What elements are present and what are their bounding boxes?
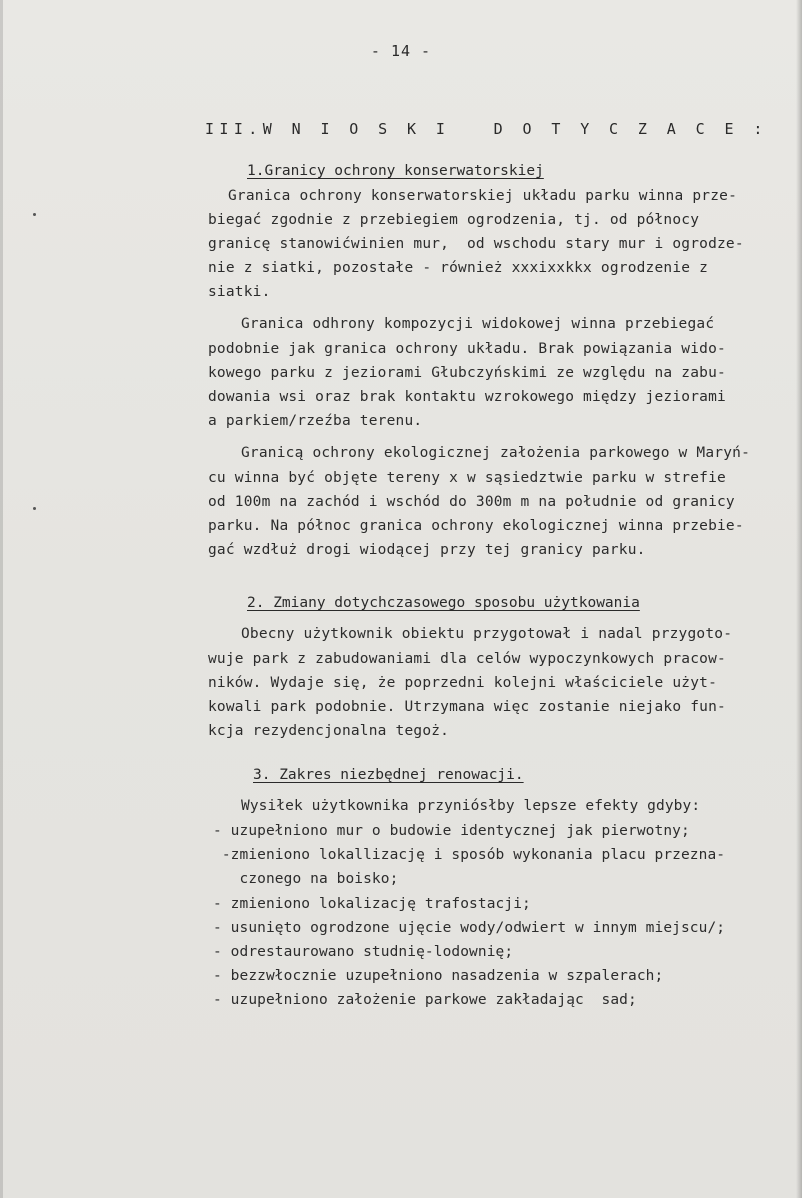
list-item: - bezzwłocznie uzupełniono nasadzenia w szpalerach; bbox=[213, 968, 664, 984]
paragraph-line: od 100m na zachód i wschód do 300m m na południe od granicy bbox=[208, 494, 735, 510]
paragraph-line: cu winna być objęte tereny x w sąsiedztwie parku w strefie bbox=[208, 470, 726, 486]
paragraph-line: Obecny użytkownik obiektu przygotował i nadal przygoto- bbox=[241, 626, 733, 642]
paragraph-line: biegać zgodnie z przebiegiem ogrodzenia, tj. od północy bbox=[208, 212, 700, 228]
paragraph-line: Granica odhrony kompozycji widokowej winna przebiegać bbox=[241, 316, 715, 332]
list-intro: Wysiłek użytkownika przyniósłby lepsze efekty gdyby: bbox=[241, 798, 701, 814]
paragraph-line: dowania wsi oraz brak kontaktu wzrokowego między jeziorami bbox=[208, 389, 726, 405]
paragraph-line: kcja rezydencjonalna tegoż. bbox=[208, 723, 450, 739]
paragraph-line: siatki. bbox=[208, 284, 271, 300]
heading-zmiany-sposobu: 2. Zmiany dotychczasowego sposobu użytkowania bbox=[247, 595, 640, 611]
heading-zakres-renowacji: 3. Zakres niezbędnej renowacji. bbox=[253, 767, 524, 783]
margin-mark bbox=[33, 213, 36, 216]
page-left-edge bbox=[0, 0, 3, 1198]
list-item: - uzupełniono mur o budowie identycznej jak pierwotny; bbox=[213, 823, 690, 839]
list-item: -zmieniono lokallizację i sposób wykonania placu przezna- bbox=[213, 847, 726, 863]
paragraph-line: a parkiem/rzeźba terenu. bbox=[208, 413, 423, 429]
paragraph-line: Granicą ochrony ekologicznej założenia parkowego w Maryń- bbox=[241, 445, 750, 461]
paragraph-line: Granica ochrony konserwatorskiej układu parku winna prze- bbox=[228, 188, 737, 204]
heading-granicy-ochrony: 1.Granicy ochrony konserwatorskiej bbox=[247, 163, 544, 179]
paragraph-line: kowego parku z jeziorami Głubczyńskimi ze względu na zabu- bbox=[208, 365, 726, 381]
paragraph-line: gać wzdłuż drogi wiodącej przy tej granicy parku. bbox=[208, 542, 646, 558]
paragraph-line: granicę stanowićwinien mur, od wschodu stary mur i ogrodze- bbox=[208, 236, 744, 252]
page-right-edge bbox=[796, 0, 802, 1198]
list-item: - odrestaurowano studnię-lodownię; bbox=[213, 944, 514, 960]
list-item: - zmieniono lokalizację trafostacji; bbox=[213, 896, 531, 912]
paragraph-line: wuje park z zabudowaniami dla celów wypoczynkowych pracow- bbox=[208, 651, 726, 667]
paragraph-line: podobnie jak granica ochrony układu. Brak powiązania wido- bbox=[208, 341, 726, 357]
paragraph-line: kowali park podobnie. Utrzymana więc zostanie niejako fun- bbox=[208, 699, 726, 715]
paragraph-line: parku. Na północ granica ochrony ekologicznej winna przebie- bbox=[208, 518, 744, 534]
list-item: czonego na boisko; bbox=[213, 871, 399, 887]
paragraph-line: nie z siatki, pozostałe - również xxxixxkkx ogrodzenie z bbox=[208, 260, 709, 276]
section-title: III.W N I O S K I D O T Y C Z A C E : bbox=[205, 120, 768, 138]
margin-mark bbox=[33, 507, 36, 510]
page-number: - 14 - bbox=[370, 42, 432, 60]
list-item: - uzupełniono założenie parkowe zakładając sad; bbox=[213, 992, 637, 1008]
list-item: - usunięto ogrodzone ujęcie wody/odwiert w innym miejscu/; bbox=[213, 920, 726, 936]
paragraph-line: ników. Wydaje się, że poprzedni kolejni właściciele użyt- bbox=[208, 675, 717, 691]
